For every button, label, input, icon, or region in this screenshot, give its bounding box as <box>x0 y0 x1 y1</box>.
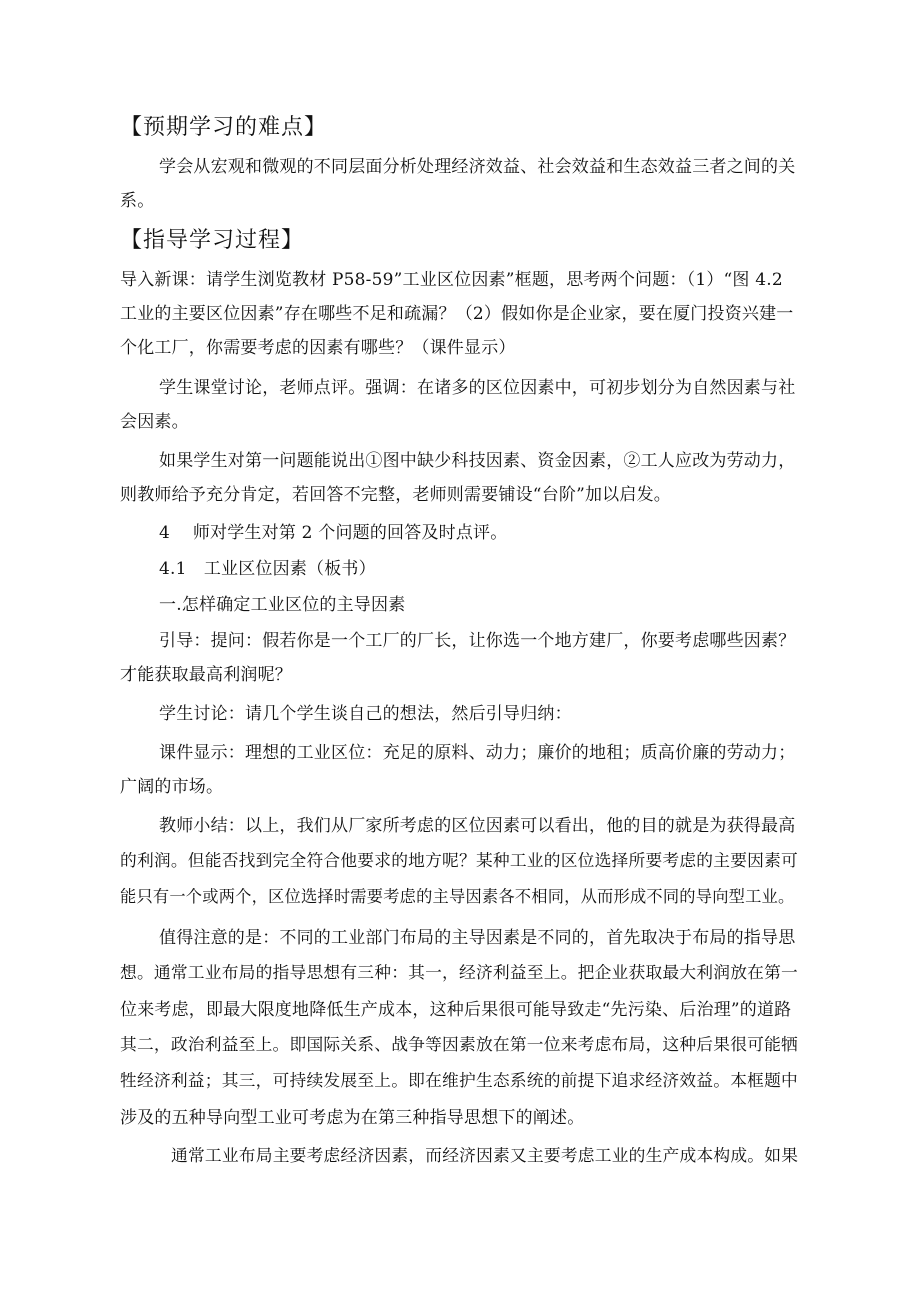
paragraph-line: 通常工业布局主要考虑经济因素，而经济因素又主要考虑工业的生产成本构成。如果 <box>171 1145 799 1165</box>
paragraph-line: 牲经济利益；其三，可持续发展至上。即在维护生态系统的前提下追求经济效益。本框题中 <box>120 1070 799 1090</box>
paragraph-line: 其二，政治利益至上。即国际关系、战争等因素放在第一位来考虑布局，这种后果很可能牺 <box>120 1034 799 1054</box>
paragraph-line: 涉及的五种导向型工业可考虑为在第三种指导思想下的阐述。 <box>120 1108 585 1128</box>
numbered-item: 4 师对学生对第 2 个问题的回答及时点评。 <box>159 523 508 543</box>
paragraph-line: 学生课堂讨论，老师点评。强调：在诸多的区位因素中，可初步划分为自然因素与社 <box>159 378 796 398</box>
paragraph-line: 工业的主要区位因素”存在哪些不足和疏漏？（2）假如你是企业家，要在厦门投资兴建一 <box>120 304 794 324</box>
paragraph-line: 广阔的市场。 <box>120 777 224 797</box>
paragraph-line: 想。通常工业布局的指导思想有三种：其一，经济利益至上。把企业获取最大利润放在第一 <box>120 962 799 982</box>
paragraph-line: 个化工厂，你需要考虑的因素有哪些？（课件显示） <box>120 338 516 358</box>
paragraph-line: 导入新课：请学生浏览教材 P58-59”工业区位因素”框题，思考两个问题：（1）“图 4.2 <box>120 270 783 290</box>
paragraph-line: 教师小结：以上，我们从厂家所考虑的区位因素可以看出，他的目的就是为获得最高 <box>159 816 796 836</box>
paragraph-line: 系。 <box>120 191 155 211</box>
subsection-title: 4.1 工业区位因素（板书） <box>159 559 376 579</box>
subsection-title: 一.怎样确定工业区位的主导因素 <box>159 595 406 615</box>
paragraph-line: 引导：提问：假若你是一个工厂的厂长，让你选一个地方建厂，你要考虑哪些因素？ <box>159 631 796 651</box>
paragraph-line: 位来考虑，即最大限度地降低生产成本，这种后果很可能导致走“先污染、后治理”的道路 <box>120 1000 792 1020</box>
paragraph-line: 会因素。 <box>120 412 189 432</box>
paragraph-line: 的利润。但能否找到完全符合他要求的地方呢？某种工业的区位选择所要考虑的主要因素可 <box>120 850 799 870</box>
paragraph-line: 才能获取最高利润呢？ <box>120 665 292 685</box>
section-heading-difficulties: 【预期学习的难点】 <box>120 115 328 140</box>
paragraph-line: 学生讨论：请几个学生谈自己的想法，然后引导归纳： <box>159 704 572 724</box>
paragraph-line: 课件显示：理想的工业区位：充足的原料、动力；廉价的地租；质高价廉的劳动力； <box>159 743 796 763</box>
paragraph-line: 值得注意的是：不同的工业部门布局的主导因素是不同的，首先取决于布局的指导思 <box>159 928 796 948</box>
paragraph-line: 学会从宏观和微观的不同层面分析处理经济效益、社会效益和生态效益三者之间的关 <box>159 157 796 177</box>
section-heading-process: 【指导学习过程】 <box>120 228 305 253</box>
paragraph-line: 则教师给予充分肯定，若回答不完整，老师则需要铺设“台阶”加以启发。 <box>120 485 671 505</box>
paragraph-line: 如果学生对第一问题能说出①图中缺少科技因素、资金因素，②工人应改为劳动力， <box>159 451 796 471</box>
paragraph-line: 能只有一个或两个，区位选择时需要考虑的主导因素各不相同，从而形成不同的导向型工业。 <box>120 887 795 906</box>
